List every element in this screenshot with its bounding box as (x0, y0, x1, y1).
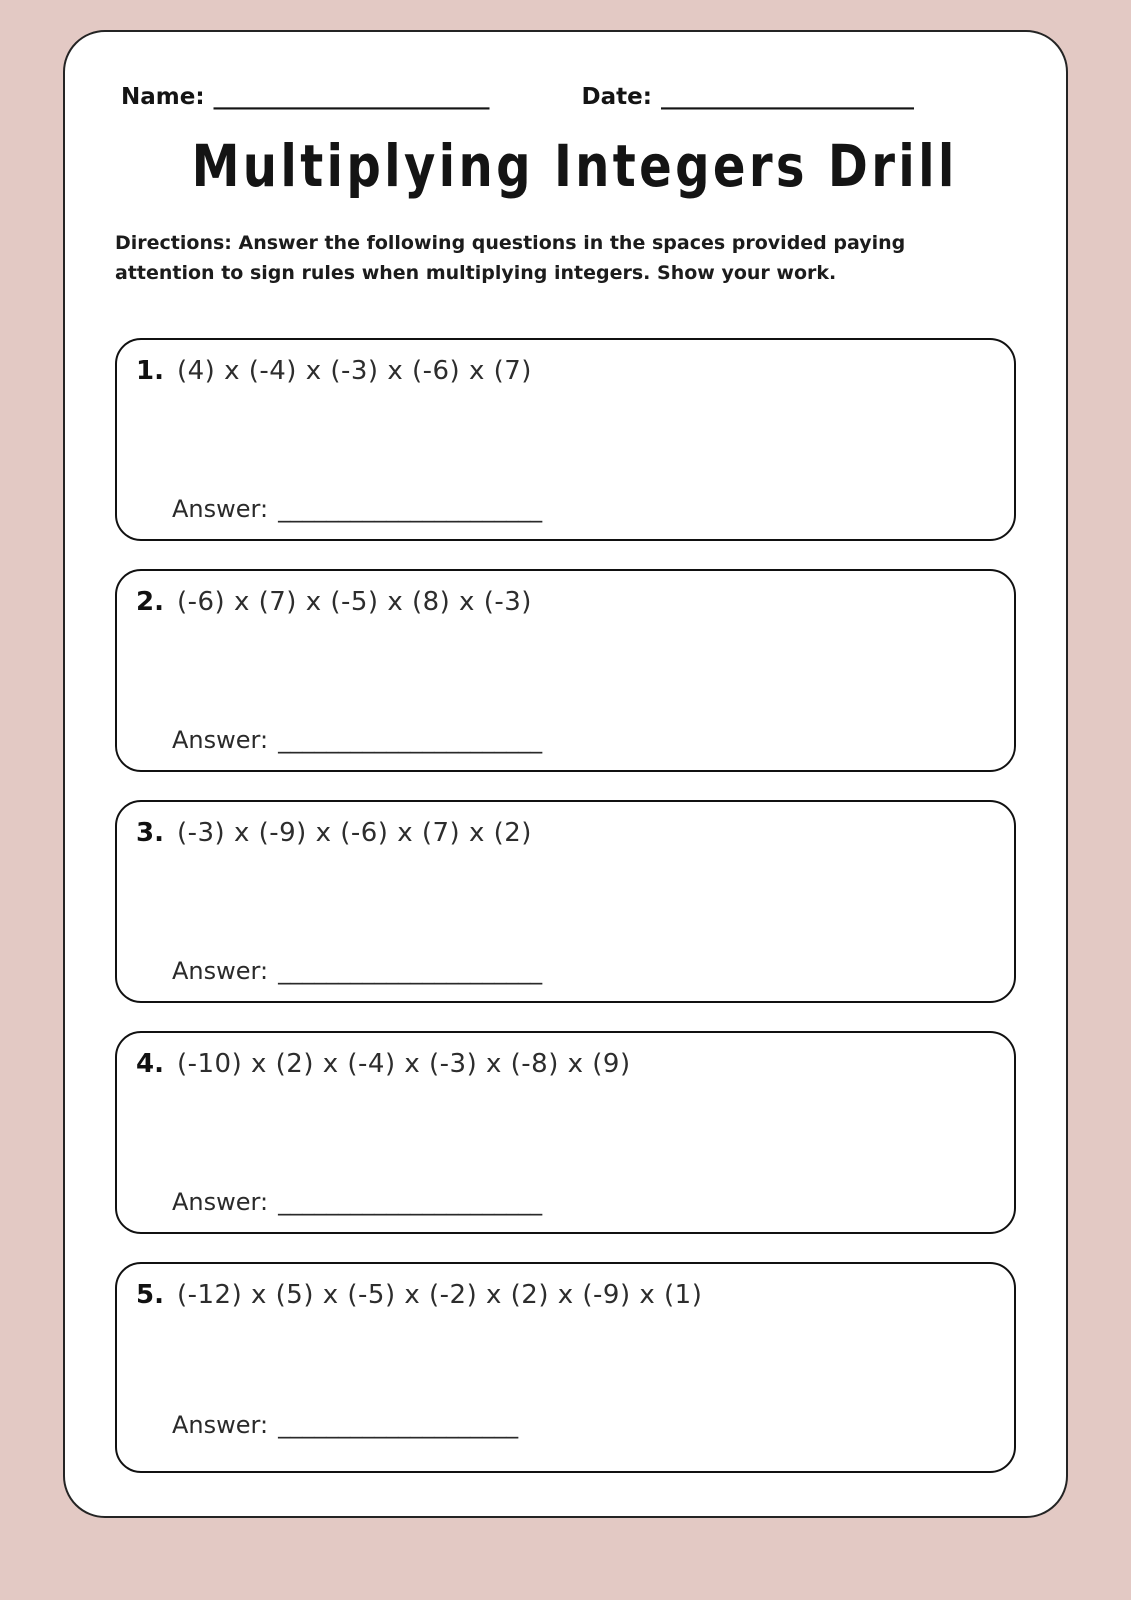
answer-label: Answer: (172, 957, 269, 986)
answer-row (172, 1188, 542, 1216)
question-box-1 (115, 338, 1016, 541)
question-box-3 (115, 800, 1016, 1003)
question-number: 5. (136, 1280, 164, 1311)
answer-label: Answer: (172, 1188, 269, 1217)
answer-label: Answer: (172, 726, 269, 755)
name-label: Name: (121, 84, 205, 110)
answer-blank-line[interactable]: ______________________ (278, 495, 543, 524)
worksheet-title: Multiplying Integers Drill (191, 132, 958, 200)
question-number: 1. (136, 356, 164, 387)
question-expression: (-6) x (7) x (-5) x (8) x (-3) (176, 587, 532, 618)
answer-blank-line[interactable]: ______________________ (278, 726, 543, 755)
question-number: 3. (136, 818, 164, 849)
question-row (117, 1033, 1014, 1079)
question-row (117, 571, 1014, 617)
answer-blank-line[interactable]: ____________________ (278, 1411, 519, 1440)
date-field (582, 84, 914, 110)
question-row (117, 1264, 1014, 1310)
directions-text: Directions: Answer the following questions in the spaces provided paying attention to sign rules when multiplying integers. Show your work. (115, 232, 906, 285)
name-field (121, 84, 490, 110)
question-number: 2. (136, 587, 164, 618)
question-row (117, 340, 1014, 386)
question-expression: (-3) x (-9) x (-6) x (7) x (2) (176, 818, 532, 849)
answer-label: Answer: (172, 1411, 269, 1440)
header-row (115, 84, 1016, 110)
date-label: Date: (581, 84, 652, 110)
question-expression: (4) x (-4) x (-3) x (-6) x (7) (176, 356, 532, 387)
date-blank-line[interactable]: ______________________ (660, 84, 914, 110)
name-blank-line[interactable]: ________________________ (213, 84, 490, 110)
answer-label: Answer: (172, 495, 269, 524)
answer-blank-line[interactable]: ______________________ (278, 1188, 543, 1217)
answer-blank-line[interactable]: ______________________ (278, 957, 543, 986)
question-box-2 (115, 569, 1016, 772)
answer-row (172, 495, 542, 523)
answer-row (172, 957, 542, 985)
question-row (117, 802, 1014, 848)
worksheet-card (63, 30, 1068, 1518)
question-box-5 (115, 1262, 1016, 1473)
question-expression: (-12) x (5) x (-5) x (-2) x (2) x (-9) x (1) (176, 1280, 703, 1311)
question-box-4 (115, 1031, 1016, 1234)
question-number: 4. (136, 1049, 164, 1080)
question-expression: (-10) x (2) x (-4) x (-3) x (-8) x (9) (176, 1049, 631, 1080)
answer-row (172, 1411, 518, 1439)
answer-row (172, 726, 542, 754)
